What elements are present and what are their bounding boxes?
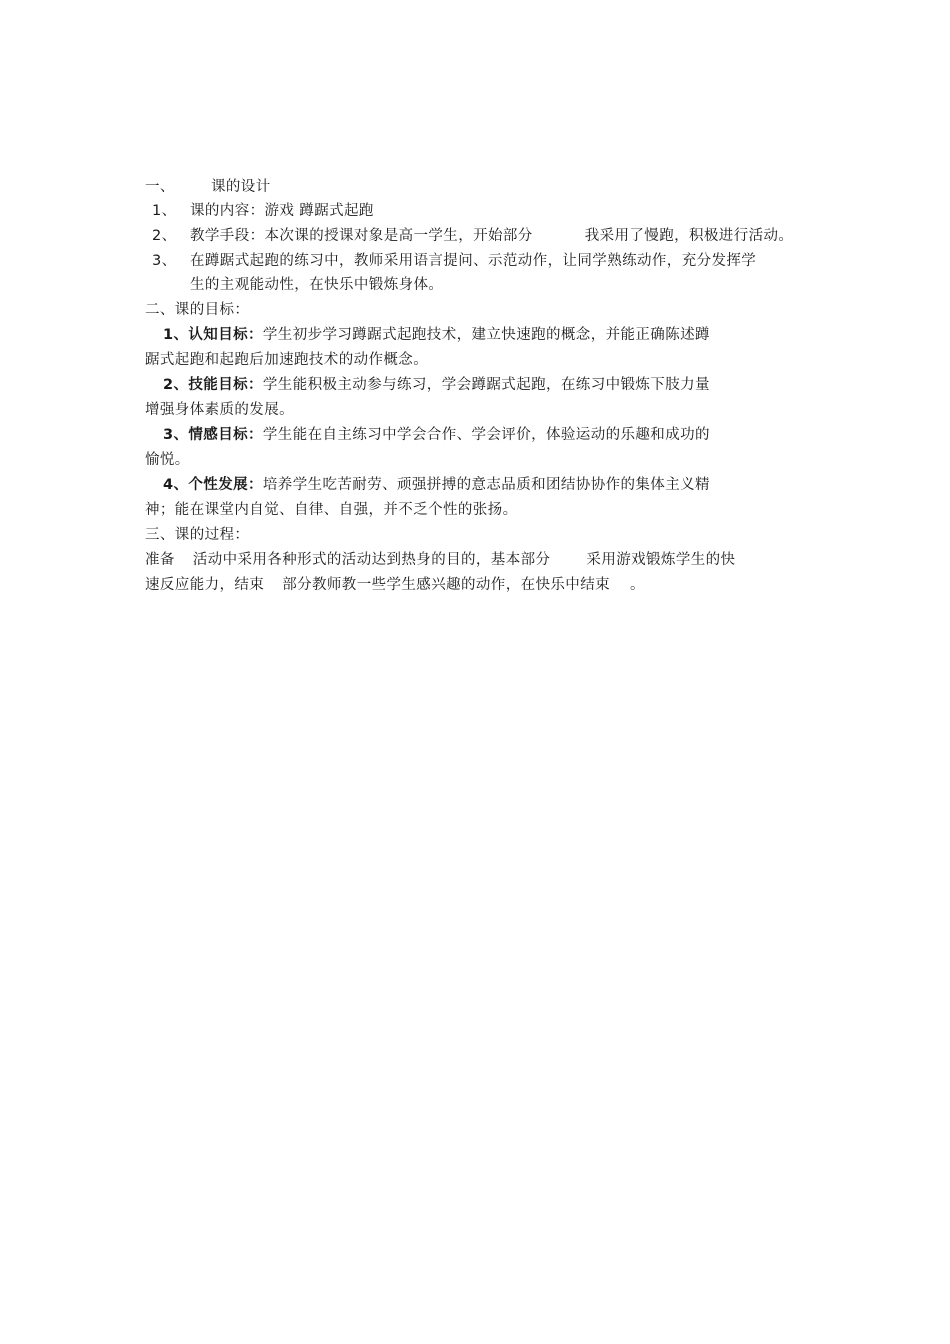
section1-item-3 <box>152 249 817 273</box>
process-text: 准备 <box>145 552 175 568</box>
section1-item-2 <box>152 224 817 248</box>
process-text: 速反应能力，结束 <box>145 577 265 593</box>
section1-number: 一、 <box>145 179 175 195</box>
process-text: 活动中采用各种形式的活动达到热身的目的，基本部分 <box>192 552 551 568</box>
item-number: 2、 <box>152 228 177 244</box>
process-text: 部分教师教一些学生感兴趣的动作，在快乐中结束 <box>282 577 611 593</box>
section2-title: 二、课的目标： <box>145 302 250 318</box>
process-line-1 <box>145 548 810 572</box>
item-text-cont: 我采用了慢跑，积极进行活动。 <box>584 228 794 244</box>
goal-emotion <box>163 423 828 447</box>
goal-label: 1、认知目标： <box>163 327 263 343</box>
goal-label: 2、技能目标： <box>163 377 263 393</box>
goal-skill <box>163 373 828 397</box>
process-text: 。 <box>630 577 645 593</box>
goal-text: 学生能在自主练习中学会合作、学会评价，体验运动的乐趣和成功的 <box>262 427 710 443</box>
item-text: 教学手段：本次课的授课对象是高一学生，开始部分 <box>190 228 533 244</box>
goal-text: 学生能积极主动参与练习，学会蹲踞式起跑，在练习中锻炼下肢力量 <box>262 377 710 393</box>
item-text: 在蹲踞式起跑的练习中，教师采用语言提问、示范动作，让同学熟练动作，充分发挥学 <box>190 253 757 269</box>
goal-cognitive-cont: 踞式起跑和起跑后加速跑技术的动作概念。 <box>145 352 429 368</box>
item-text: 课的内容：游戏 蹲踞式起跑 <box>190 203 374 219</box>
goal-personality-cont: 神；能在课堂内自觉、自律、自强，并不乏个性的张扬。 <box>145 502 518 518</box>
goal-personality <box>163 473 828 497</box>
process-text: 采用游戏锻炼学生的快 <box>586 552 736 568</box>
section3-title: 三、课的过程： <box>145 527 250 543</box>
goal-label: 4、个性发展： <box>163 477 263 493</box>
section1-item-1 <box>152 199 817 223</box>
goal-text: 学生初步学习蹲踞式起跑技术，建立快速跑的概念，并能正确陈述蹲 <box>262 327 710 343</box>
goal-text: 培养学生吃苦耐劳、顽强拼搏的意志品质和团结协协作的集体主义精 <box>262 477 710 493</box>
goal-cognitive <box>163 323 828 347</box>
section1-title: 课的设计 <box>211 179 271 195</box>
item-number: 1、 <box>152 203 177 219</box>
process-line-2 <box>145 573 810 597</box>
goal-label: 3、情感目标： <box>163 427 263 443</box>
goal-emotion-cont: 愉悦。 <box>145 452 190 468</box>
section1-heading <box>145 175 810 199</box>
goal-skill-cont: 增强身体素质的发展。 <box>145 402 294 418</box>
item-number: 3、 <box>152 253 177 269</box>
section1-item-3-cont: 生的主观能动性，在快乐中锻炼身体。 <box>190 277 444 293</box>
